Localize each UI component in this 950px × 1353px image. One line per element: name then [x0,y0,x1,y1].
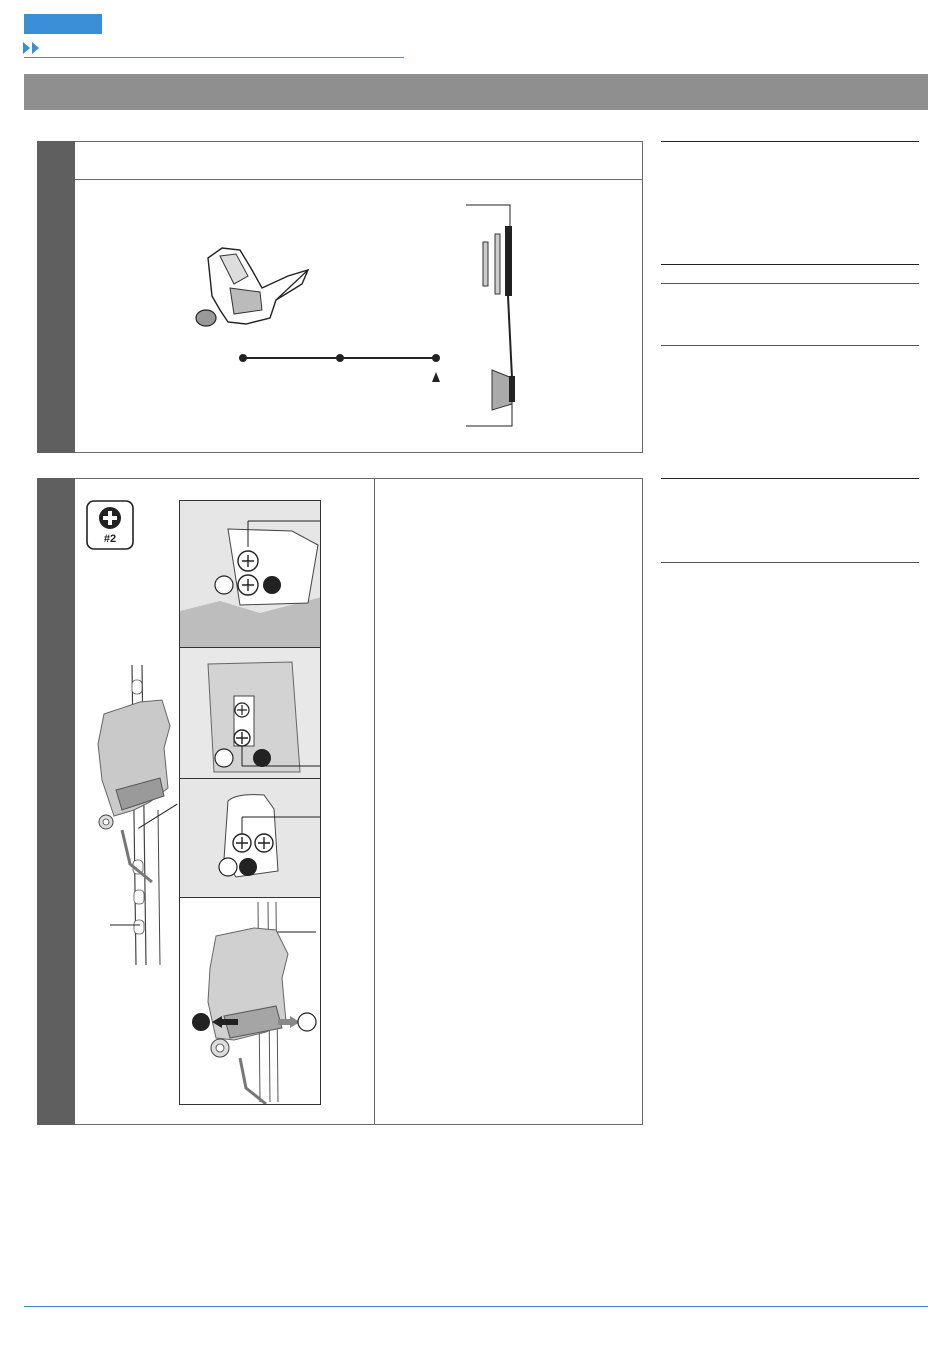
step-2-column-divider [374,478,375,1124]
scale-point-1 [239,354,247,362]
note-rule-6 [661,562,919,563]
step-2-sidebar [37,478,75,1125]
shift-lever-illustration [190,240,320,335]
derailleur-overview-illustration [92,660,182,970]
note-rule-2 [661,264,919,265]
detail-panel-2 [179,647,321,779]
page-title-bar [24,74,928,110]
scale-point-2 [336,354,344,362]
chainline-diagram [462,198,532,434]
turn-left-marker [215,576,233,594]
detail-panel-4 [179,897,321,1105]
step-1-header-divider [75,179,642,180]
note-rule-3 [661,283,919,284]
turn-right-marker [263,576,281,594]
inward-marker [192,1013,210,1031]
breadcrumb-underline [24,57,404,58]
note-rule-5 [661,478,919,479]
section-badge [24,14,102,34]
tool-badge [86,500,134,550]
position-scale [236,350,448,384]
detail-panel-1 [179,500,321,648]
double-chevron-right-icon [23,41,43,55]
note-rule-1 [661,141,919,142]
step-1-sidebar [37,141,75,453]
tool-size-label: #2 [103,533,117,545]
breadcrumb [23,41,43,55]
pointer-arrow-icon [432,372,440,382]
step-1-box [37,141,643,453]
outward-marker [298,1013,316,1031]
detail-panel-3 [179,778,321,898]
scale-point-3 [432,354,440,362]
footer-rule [24,1306,928,1307]
note-rule-4 [661,345,919,346]
